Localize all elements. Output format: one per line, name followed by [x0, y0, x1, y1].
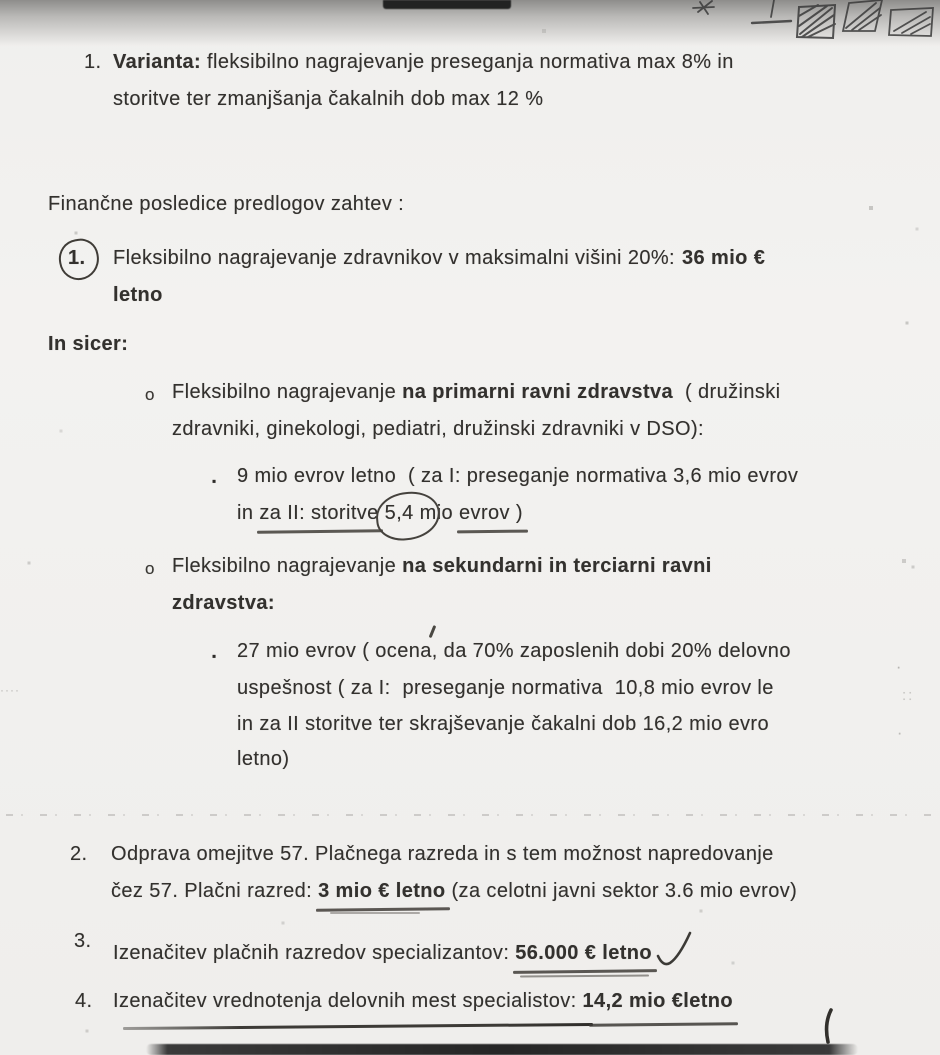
bullet1-pre: Fleksibilno nagrajevanje: [172, 381, 403, 403]
item2-number: 2.: [70, 843, 88, 865]
item2-amount: 3 mio € letno: [318, 880, 446, 902]
in-sicer-heading: [48, 332, 128, 356]
item1-line1: [113, 50, 734, 74]
scan-artifact: ::: [902, 687, 915, 704]
checkmark-annotation: [655, 929, 701, 977]
hand-underline-annotation: [515, 941, 652, 965]
in-sicer-text: In sicer:: [48, 333, 129, 355]
hand-underline-annotation: [318, 879, 445, 903]
item1-lead: Varianta:: [113, 51, 202, 73]
item4-amount: 14,2 mio €letno: [582, 990, 734, 1012]
fin1-number: [68, 246, 85, 270]
sb1-u1: za II: storitve: [259, 502, 379, 524]
item4-line: [113, 989, 733, 1013]
sb1-s1: in: [237, 502, 260, 524]
hand-underline-annotation: [259, 501, 378, 525]
hand-circle-annotation: [68, 246, 85, 270]
sb1-circled-value: 5,4: [384, 502, 414, 524]
bullet2-line1: [172, 554, 712, 578]
hand-underline-annotation: [113, 989, 583, 1013]
bullet2-line2-text: zdravstva:: [172, 592, 275, 614]
scan-artifact: ·: [897, 725, 903, 742]
fin1-text: Fleksibilno nagrajevanje zdravnikov v maksimalni višini 20%:: [113, 247, 676, 269]
item4-number: 4.: [75, 990, 93, 1012]
hand-underline-annotation: [459, 501, 523, 525]
fold-line: [6, 814, 934, 816]
circle-bullet-icon: o: [145, 385, 155, 404]
intro-heading: Finančne posledice predlogov zahtev :: [48, 193, 405, 215]
square-bullet-icon: ▪: [212, 649, 217, 663]
scan-artifact: ·: [896, 659, 902, 676]
pen-tick-annotation: [429, 625, 436, 638]
item2-line1: Odprava omejitve 57. Plačnega razreda in s tem možnost napredovanje: [111, 843, 774, 865]
item2-post: (za celotni javni sektor 3.6 mio evrov): [445, 880, 798, 902]
redaction-bar: [383, 0, 511, 9]
subbullet2-line2: uspešnost ( za I: preseganje normativa 10,8 mio evrov le: [237, 677, 774, 699]
item2-line2: [111, 879, 797, 903]
square-bullet-icon: ▪: [212, 474, 217, 488]
item1-number: 1.: [84, 51, 102, 73]
pen-stroke-annotation: [818, 1006, 838, 1048]
bullet2-bold: na sekundarni in terciarni ravni: [402, 555, 712, 577]
item3-pre: Izenačitev plačnih razredov specializantov:: [113, 942, 516, 964]
item3-amount: 56.000 € letno: [515, 942, 653, 964]
bullet2-pre: Fleksibilno nagrajevanje: [172, 555, 403, 577]
item1-rest: fleksibilno nagrajevanje preseganja normativa max 8% in: [201, 51, 734, 73]
scan-noise: [0, 0, 2, 2]
fin1-number-text: 1.: [68, 247, 86, 269]
item1-line2: storitve ter zmanjšanja čakalnih dob max 12 %: [113, 88, 544, 110]
scan-edge-band: [146, 1044, 858, 1055]
subbullet2-line3: in za II storitve ter skrajševanje čakalni dob 16,2 mio evro: [237, 713, 770, 735]
item3-number: 3.: [74, 930, 92, 952]
item2-pre: čez 57. Plačni razred:: [111, 880, 319, 902]
bullet1-line1: [172, 380, 781, 404]
fin1-amount: 36 mio €: [682, 247, 766, 269]
bullet1-bold: na primarni ravni zdravstva: [402, 381, 674, 403]
bullet1-post: ( družinski: [673, 381, 781, 403]
subbullet2-line4: letno): [237, 748, 290, 770]
subbullet2-line1: 27 mio evrov ( ocena, da 70% zaposlenih dobi 20% delovno: [237, 640, 791, 662]
subbullet1-line2: [237, 501, 523, 525]
item3-line: [113, 929, 701, 977]
hand-underline-annotation: [583, 989, 734, 1013]
sb1-u2: evrov ): [459, 502, 523, 524]
bullet1-line2: zdravniki, ginekologi, pediatri, družinski zdravniki v DSO):: [172, 418, 704, 440]
fin1-line2: [113, 283, 163, 307]
fin1-cont: letno: [113, 284, 163, 306]
fin1-line1: [113, 246, 765, 270]
circle-bullet-icon: o: [145, 559, 155, 578]
scan-artifact: ····: [0, 683, 20, 697]
subbullet1-line1: 9 mio evrov letno ( za I: preseganje normativa 3,6 mio evrov: [237, 465, 799, 487]
pen-doodles-icon: [686, 0, 940, 48]
hand-circle-annotation: [385, 501, 414, 525]
bullet2-line2: [172, 591, 275, 615]
sb1-s3: mio: [413, 502, 460, 524]
item4-pre: Izenačitev vrednotenja delovnih mest specialistov:: [113, 990, 583, 1012]
